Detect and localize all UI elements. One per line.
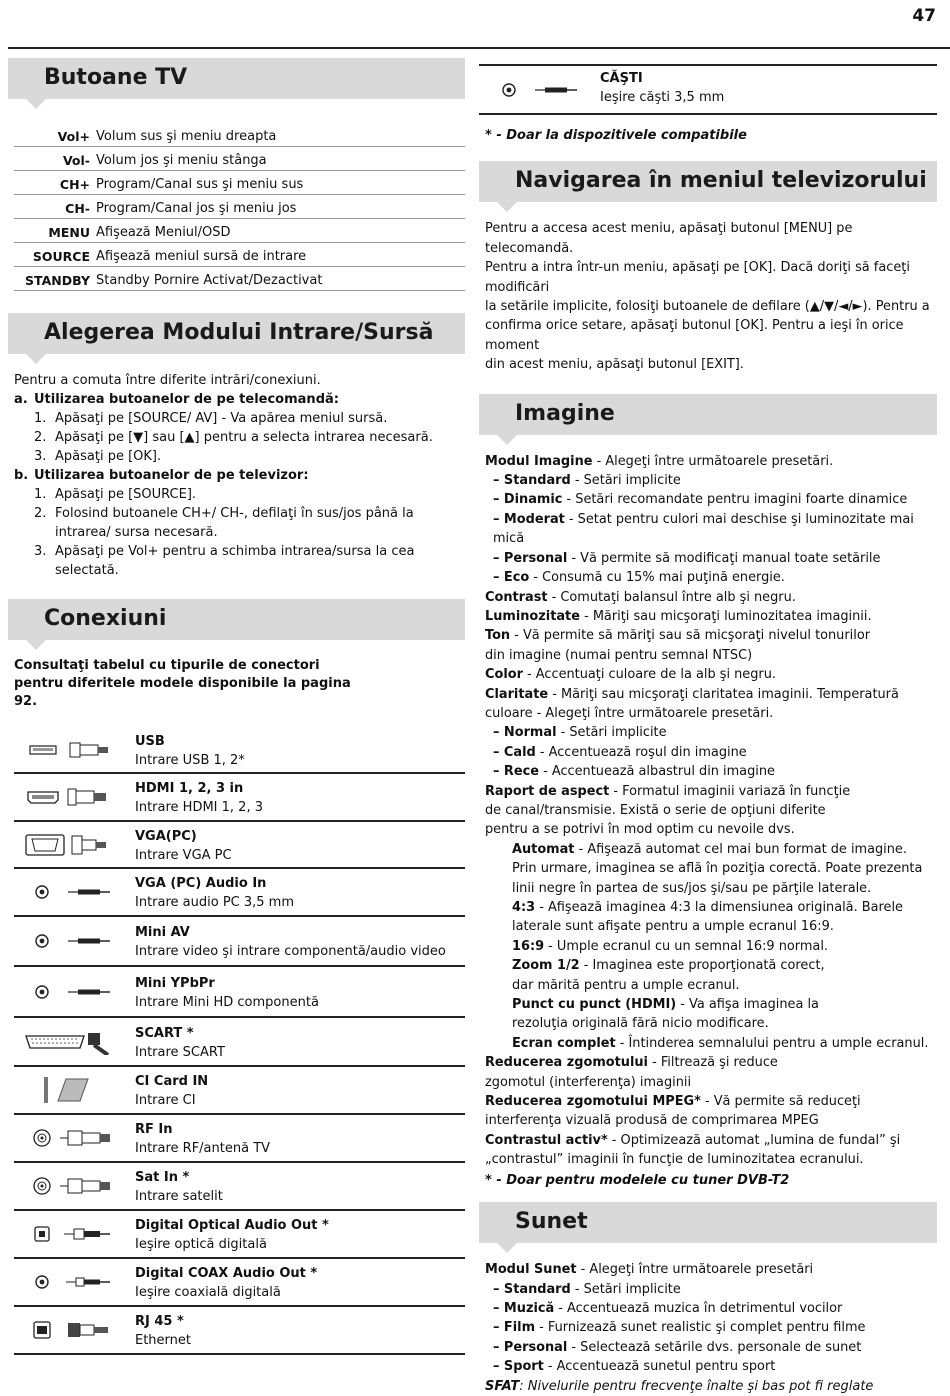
- connector-desc: Intrare VGA PC: [135, 847, 232, 863]
- setting-desc: - Imaginea este proporţionată corect,: [579, 958, 825, 974]
- setting-line: [485, 452, 937, 471]
- setting-name: Color: [485, 667, 523, 683]
- usb-icon: [24, 737, 114, 763]
- setting-desc: - Vă permite să modificaţi manual toate setările: [567, 550, 881, 566]
- setting-line: [485, 568, 937, 587]
- setting-desc: - Alegeţi între următoarele presetări: [576, 1262, 814, 1278]
- setting-desc: - Formatul imaginii variază în funcţie: [609, 783, 851, 799]
- nav-text-line: confirma orice setare, apăsaţi butonul [OK]. Pentru a ieşi în orice moment: [485, 318, 904, 353]
- setting-desc: - Setări implicite: [570, 1281, 681, 1297]
- ci-card-icon: [24, 1077, 114, 1103]
- setting-line: [485, 588, 937, 607]
- connector-desc: Intrare audio PC 3,5 mm: [135, 895, 295, 910]
- button-row: [14, 267, 465, 291]
- setting-desc: - Accentuaţi culoare de la alb şi negru.: [522, 667, 776, 683]
- setting-line: [485, 1260, 937, 1279]
- remote-steps-list: [14, 409, 465, 466]
- setting-desc: - Măriţi sau micşoraţi luminozitatea imaginii.: [579, 608, 872, 624]
- scart-icon: [24, 1029, 114, 1055]
- hdmi-icon: [24, 784, 114, 810]
- setting-name: Luminozitate: [485, 608, 580, 624]
- section-title: Conexiuni: [44, 606, 167, 631]
- headphone-jack-icon: [489, 78, 579, 102]
- setting-line: [485, 1034, 937, 1053]
- step-number: 2.: [34, 430, 47, 445]
- connector-title: Mini YPbPr: [135, 975, 215, 991]
- button-key: Vol+: [57, 129, 90, 144]
- setting-desc: - Accentuează albastrul din imagine: [539, 764, 775, 780]
- connector-title: SCART *: [135, 1025, 194, 1041]
- setting-line: [485, 1111, 937, 1130]
- connector-title: HDMI 1, 2, 3 in: [135, 781, 244, 796]
- connector-desc: Intrare Mini HD componentă: [135, 994, 319, 1010]
- setting-line: [485, 471, 937, 490]
- connector-row: [14, 727, 465, 774]
- setting-desc: din imagine (numai pentru semnal NTSC): [485, 647, 753, 663]
- setting-desc: - Va afişa imaginea la: [676, 997, 819, 1013]
- rf-icon: [24, 1173, 114, 1199]
- setting-line: [485, 704, 937, 723]
- setting-line: [485, 1053, 937, 1072]
- connector-row: [14, 774, 465, 822]
- image-settings-list: [485, 452, 937, 1170]
- button-desc: Afişează meniul sursă de intrare: [96, 249, 307, 264]
- setting-line: [485, 995, 937, 1014]
- rf-icon: [24, 1125, 114, 1151]
- setting-name: Contrastul activ*: [485, 1132, 608, 1148]
- setting-desc: - Vă permite să măriţi sau să micşoraţi nivelul tonurilor: [510, 628, 871, 644]
- connector-desc: Intrare satelit: [135, 1189, 223, 1204]
- sound-tip: SFAT: Nivelurile pentru frecvenţe înalte şi bas pot fi reglate: [485, 1378, 874, 1394]
- button-row: [14, 219, 465, 243]
- setting-desc: - Accentuează roşul din imagine: [535, 744, 747, 760]
- setting-line: [485, 1131, 937, 1150]
- connector-desc: Intrare USB 1, 2*: [135, 752, 245, 768]
- section-title: Sunet: [515, 1209, 588, 1235]
- section-title: Alegerea Modului Intrare/Sursă: [44, 320, 434, 345]
- setting-desc: - Umple ecranul cu un semnal 16:9 normal.: [544, 938, 828, 954]
- setting-name: Modul Imagine: [485, 453, 593, 469]
- tv-steps-list: [14, 485, 465, 580]
- setting-desc: - Selectează setările dvs. personale de sunet: [567, 1339, 862, 1355]
- button-row: [14, 147, 465, 171]
- setting-name: Raport de aspect: [485, 783, 610, 799]
- setting-desc: - Consumă cu 15% mai puţină energie.: [529, 570, 785, 586]
- connector-title: Digital COAX Audio Out *: [135, 1266, 318, 1281]
- setting-name: – Sport: [493, 1359, 544, 1375]
- setting-name: – Dinamic: [493, 492, 563, 508]
- connector-title: RF In: [135, 1122, 173, 1137]
- connector-row: [14, 1259, 465, 1307]
- step-item: [14, 447, 465, 466]
- setting-line: [485, 665, 937, 684]
- setting-desc: interferenţa vizuală produsă de comprimarea MPEG: [485, 1113, 819, 1129]
- optical-icon: [24, 1221, 114, 1247]
- setting-name: – Standard: [493, 1281, 571, 1297]
- connector-row: [14, 967, 465, 1018]
- setting-desc: - Afişează imaginea 4:3 la dimensiunea originală. Barele: [535, 900, 903, 915]
- image-note: * - Doar pentru modelele cu tuner DVB-T2: [485, 1172, 790, 1188]
- intro-text: Pentru a comuta între diferite intrări/conexiuni.: [14, 373, 321, 388]
- connector-row: [14, 1115, 465, 1163]
- setting-line: [485, 820, 937, 839]
- step-text: Apăsaţi pe [OK].: [55, 449, 162, 464]
- connector-desc: Intrare RF/antenă TV: [135, 1141, 271, 1156]
- button-desc: Volum jos şi meniu stânga: [96, 153, 267, 168]
- setting-line: [485, 549, 937, 568]
- section-header-alegerea-modului: [8, 313, 465, 354]
- button-row: [14, 123, 465, 147]
- setting-name: – Film: [493, 1320, 536, 1336]
- setting-name: – Eco: [493, 570, 530, 586]
- tv-buttons-heading: Utilizarea butoanelor de pe televizor:: [34, 468, 309, 483]
- setting-desc: culoare - Alegeţi între următoarele presetări.: [485, 705, 774, 721]
- remote-buttons-heading: Utilizarea butoanelor de pe telecomandă:: [34, 392, 339, 407]
- setting-desc: Prin urmare, imaginea se află în poziţia corectă. Poate prezenta: [512, 861, 923, 877]
- setting-desc: - Furnizează sunet realistic şi complet pentru filme: [535, 1320, 866, 1336]
- setting-name: Claritate: [485, 686, 549, 702]
- headphones-title: CĂŞTI: [600, 70, 643, 86]
- connector-title: Mini AV: [135, 925, 190, 940]
- setting-line: [485, 1073, 937, 1092]
- setting-name: Reducerea zgomotului: [485, 1055, 648, 1071]
- setting-line: [485, 743, 937, 762]
- coax-icon: [24, 1269, 114, 1295]
- step-item: [14, 428, 465, 447]
- step-item: [14, 409, 465, 428]
- section-header-conexiuni: [8, 599, 465, 640]
- connector-title: Digital Optical Audio Out *: [135, 1218, 329, 1233]
- setting-desc: zgomotul (interferenţa) imaginii: [485, 1074, 692, 1090]
- connector-title: VGA (PC) Audio In: [135, 876, 267, 891]
- connector-desc: Intrare HDMI 1, 2, 3: [135, 800, 263, 815]
- header-divider: [8, 47, 950, 49]
- setting-desc: dar mărită pentru a umple ecranul.: [512, 977, 740, 993]
- connector-row: [14, 1163, 465, 1211]
- setting-line: [485, 917, 937, 936]
- setting-name: – Normal: [493, 725, 557, 741]
- button-row: [14, 195, 465, 219]
- setting-line: [485, 937, 937, 956]
- setting-desc: - Comutaţi balansul între alb şi negru.: [547, 589, 796, 605]
- setting-name: Contrast: [485, 589, 548, 605]
- button-desc: Volum sus şi meniu dreapta: [96, 129, 277, 144]
- step-number: 3.: [34, 544, 47, 559]
- setting-desc: - Filtrează şi reduce: [647, 1055, 778, 1071]
- connector-title: USB: [135, 733, 165, 749]
- button-key: CH+: [59, 177, 90, 192]
- setting-desc: de canal/transmisie. Există o serie de opţiuni diferite: [485, 802, 826, 818]
- step-item: [14, 485, 465, 504]
- setting-name: – Moderat: [493, 511, 565, 527]
- input-instructions: Pentru a comuta între diferite intrări/conexiuni. a. Utilizarea butoanelor de pe telecomandă: 1. Apăsaţi pe [SOURCE/ AV] - Va apărea meniul sursă. 2. Apăsaţi pe [▼] sau [▲] pentru a selecta intrarea necesară. 3. Apăsaţi pe [OK]. b. Utilizarea butoanelor de pe televizor: 1. Apăsaţi pe [SOURCE]. 2. Folosind butoanele CH+/ CH-, defilaţi în sus/jos până la intrarea/ sursa necesară. 3. Apăsaţi pe Vol+ pentru a schimba intrarea/sursa la cea selectată.: [14, 371, 465, 580]
- setting-name: – Personal: [493, 550, 568, 566]
- setting-line: [485, 1299, 937, 1318]
- setting-name: – Muzică: [493, 1300, 555, 1316]
- nav-text-line: Pentru a accesa acest meniu, apăsaţi butonul [MENU] pe telecomandă.: [485, 221, 853, 256]
- setting-name: Ecran complet: [512, 1035, 616, 1051]
- audio-jack-icon: [24, 928, 114, 954]
- connector-title: Sat In *: [135, 1170, 190, 1185]
- section-header-navigarea: [479, 161, 937, 202]
- setting-line: [485, 607, 937, 626]
- setting-line: [485, 510, 937, 549]
- setting-line: [485, 976, 937, 995]
- setting-name: Modul Sunet: [485, 1262, 577, 1278]
- step-text: Apăsaţi pe [SOURCE].: [55, 487, 197, 502]
- section-header-imagine: [479, 394, 937, 435]
- setting-name: 4:3: [512, 900, 536, 915]
- step-text: Apăsaţi pe Vol+ pentru a schimba intrarea/sursa la cea selectată.: [55, 544, 415, 578]
- audio-jack-icon: [24, 879, 114, 905]
- vga-icon: [24, 832, 114, 858]
- setting-name: Ton: [485, 628, 511, 644]
- rj45-icon: [24, 1317, 114, 1343]
- button-key: Vol-: [62, 153, 90, 168]
- button-key: CH-: [65, 201, 90, 216]
- setting-line: [485, 898, 937, 917]
- connections-table: [14, 727, 465, 1355]
- connector-desc: Ieşire coaxială digitală: [135, 1285, 281, 1300]
- step-number: 1.: [34, 411, 47, 426]
- setting-line: [485, 626, 937, 645]
- section-title: Navigarea în meniul televizorului: [515, 168, 927, 194]
- setting-line: [485, 685, 937, 704]
- connector-desc: Intrare video şi intrare componentă/audio video: [135, 944, 446, 959]
- setting-line: [485, 801, 937, 820]
- nav-text-line: la setările implicite, folosiţi butoanele de defilare (▲/▼/◄/►). Pentru a: [485, 299, 930, 315]
- setting-line: [485, 646, 937, 665]
- setting-desc: „contrastul” imaginii în funcţie de luminozitatea ecranului.: [485, 1152, 864, 1168]
- setting-name: Punct cu punct (HDMI): [512, 997, 677, 1013]
- step-number: 1.: [34, 487, 47, 502]
- connector-row: [14, 869, 465, 917]
- section-header-sunet: [479, 1202, 937, 1243]
- setting-name: – Personal: [493, 1339, 568, 1355]
- connector-row: [14, 822, 465, 869]
- connector-row: [14, 1211, 465, 1259]
- sound-settings-list: [485, 1260, 937, 1376]
- step-item: [14, 504, 465, 542]
- setting-line: [485, 490, 937, 509]
- section-title: Imagine: [515, 400, 615, 426]
- setting-line: [485, 1338, 937, 1357]
- setting-desc: - Setări implicite: [556, 725, 667, 741]
- headphones-desc: Ieşire căşti 3,5 mm: [600, 89, 725, 105]
- connector-row: [14, 917, 465, 967]
- button-desc: Afişează Meniul/OSD: [96, 225, 231, 240]
- step-text: Apăsaţi pe [▼] sau [▲] pentru a selecta intrarea necesară.: [55, 430, 433, 445]
- setting-desc: - Accentuează muzica în detrimentul vocilor: [554, 1300, 843, 1316]
- button-row: [14, 171, 465, 195]
- setting-desc: - Setări recomandate pentru imagini foarte dinamice: [562, 492, 908, 508]
- setting-line: [485, 762, 937, 781]
- connector-desc: Ethernet: [135, 1333, 191, 1348]
- setting-desc: - Setat pentru culori mai deschise şi luminozitate mai mică: [493, 511, 914, 547]
- setting-line: [485, 723, 937, 742]
- setting-line: [485, 1318, 937, 1337]
- button-key: SOURCE: [32, 249, 90, 264]
- setting-line: [485, 1280, 937, 1299]
- nav-instructions: [485, 219, 937, 374]
- step-text: Apăsaţi pe [SOURCE/ AV] - Va apărea meniul sursă.: [55, 411, 388, 426]
- audio-jack-icon: [24, 979, 114, 1005]
- connections-intro: Consultaţi tabelul cu tipurile de conectori pentru diferitele modele disponibile la pagina 92.: [14, 658, 351, 709]
- setting-desc: - Măriţi sau micşoraţi claritatea imaginii. Temperatură: [548, 686, 899, 702]
- connector-desc: Intrare CI: [135, 1093, 196, 1108]
- button-desc: Standby Pornire Activat/Dezactivat: [96, 273, 323, 288]
- setting-name: – Cald: [493, 744, 536, 760]
- connector-row: [14, 1018, 465, 1067]
- headphones-row: [479, 64, 937, 115]
- button-desc: Program/Canal sus şi meniu sus: [96, 177, 304, 192]
- setting-name: Reducerea zgomotului MPEG*: [485, 1094, 701, 1110]
- setting-desc: linii negre în partea de sus/jos şi/sau pe părţile laterale.: [512, 880, 872, 896]
- setting-line: [485, 1092, 937, 1111]
- button-row: [14, 243, 465, 267]
- setting-name: Automat: [512, 841, 575, 857]
- left-column: [8, 58, 465, 1355]
- button-key: STANDBY: [25, 273, 90, 288]
- setting-name: Zoom 1/2: [512, 958, 580, 974]
- nav-text-line: din acest meniu, apăsaţi butonul [EXIT].: [485, 357, 744, 373]
- setting-desc: laterale sunt afişate pentru a umple ecranul 16:9.: [512, 919, 834, 935]
- setting-line: [485, 1014, 937, 1033]
- setting-line: [485, 1150, 937, 1169]
- tv-buttons-table: [14, 123, 465, 291]
- nav-text-line: Pentru a intra într-un meniu, apăsaţi pe [OK]. Dacă doriţi să faceţi modificări: [485, 260, 910, 295]
- step-number: 3.: [34, 449, 47, 464]
- setting-desc: - Afişează automat cel mai bun format de imagine.: [574, 841, 907, 857]
- section-title: Butoane TV: [44, 65, 188, 90]
- setting-line: [485, 956, 937, 975]
- connector-desc: Intrare SCART: [135, 1044, 225, 1060]
- setting-desc: - Vă permite să reduceţi: [700, 1094, 861, 1110]
- connector-title: VGA(PC): [135, 828, 197, 844]
- setting-desc: - Accentuează sunetul pentru sport: [543, 1359, 776, 1375]
- setting-desc: pentru a se potrivi în mod optim cu nevoile dvs.: [485, 822, 795, 838]
- step-item: [14, 542, 465, 580]
- right-column: [479, 64, 937, 1396]
- button-key: MENU: [48, 225, 90, 240]
- setting-desc: - Optimizează automat „lumina de fundal” şi: [607, 1132, 901, 1148]
- connector-title: RJ 45 *: [135, 1314, 184, 1329]
- setting-line: [485, 840, 937, 859]
- setting-desc: rezoluţia originală fără nicio modificare.: [512, 1016, 769, 1032]
- setting-name: – Standard: [493, 473, 571, 489]
- headphones-note: * - Doar la dispozitivele compatibile: [485, 128, 747, 143]
- setting-desc: - Setări implicite: [570, 473, 681, 489]
- step-number: 2.: [34, 506, 47, 521]
- setting-desc: - Întinderea semnalului pentru a umple ecranul.: [615, 1035, 929, 1051]
- setting-desc: - Alegeţi între următoarele presetări.: [592, 453, 834, 469]
- step-text: Folosind butoanele CH+/ CH-, defilaţi în sus/jos până la intrarea/ sursa necesară.: [55, 506, 414, 540]
- section-header-butoane-tv: [8, 58, 465, 99]
- setting-name: – Rece: [493, 764, 539, 780]
- connector-row: [14, 1307, 465, 1355]
- setting-line: [485, 782, 937, 801]
- connector-row: [14, 1067, 465, 1115]
- connector-desc: Ieşire optică digitală: [135, 1237, 267, 1252]
- setting-line: [485, 879, 937, 898]
- button-desc: Program/Canal jos şi meniu jos: [96, 201, 297, 216]
- connector-title: CI Card IN: [135, 1074, 209, 1089]
- setting-name: 16:9: [512, 938, 545, 954]
- page-number: 47: [912, 6, 936, 26]
- setting-line: [485, 859, 937, 878]
